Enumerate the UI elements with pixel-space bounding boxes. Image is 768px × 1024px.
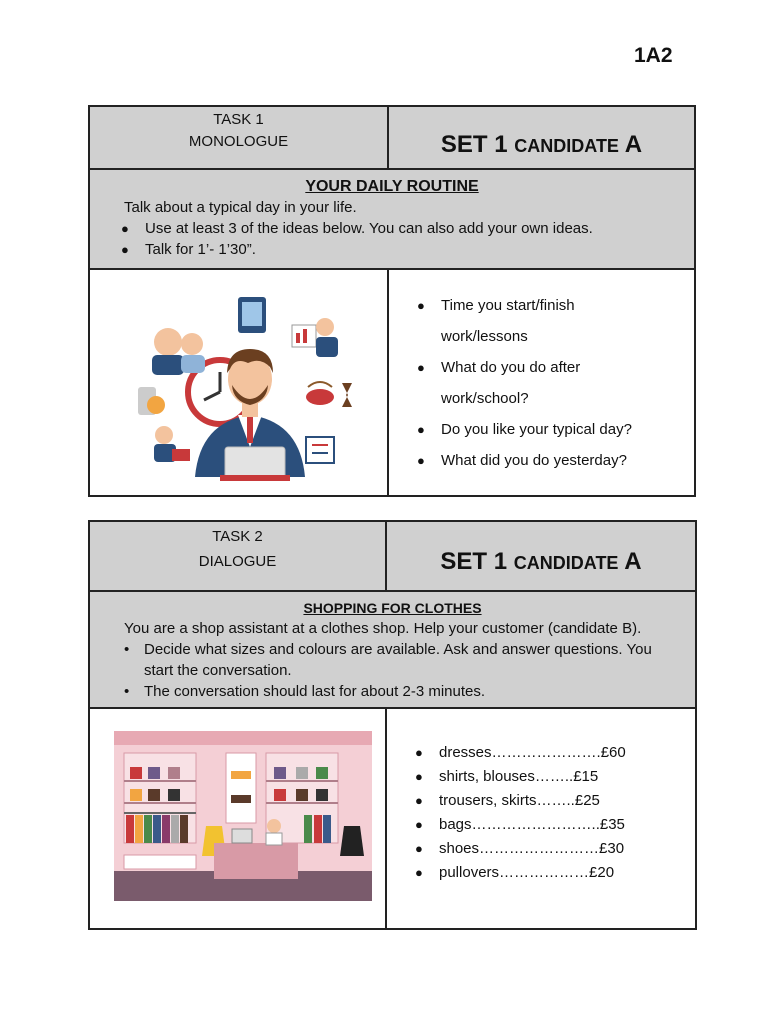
task1-ideas-list (417, 290, 687, 476)
task1-header-right (389, 107, 694, 168)
task1-title: YOUR DAILY ROUTINE (305, 178, 479, 195)
task1-intro: Talk about a typical day in your life. (124, 199, 357, 216)
task1-set: SET 1 (440, 131, 508, 158)
task1-idea: ● What did you do yesterday? (417, 445, 687, 476)
task2-candidate-letter: A (624, 548, 642, 575)
task2-header-left (90, 522, 385, 590)
task1-idea: ● What do you do after work/school? (417, 352, 631, 414)
price-item: ● bags……………………..£35 (415, 813, 685, 837)
task1-instructions-box (90, 170, 694, 268)
task2-instruction: • The conversation should last for about 2-3 minutes. (120, 681, 660, 702)
task1-ideas-box (417, 290, 687, 476)
task1-type: MONOLOGUE (188, 133, 289, 150)
task2-instruction: • Decide what sizes and colours are available. Ask and answer questions. You start the conversation. (120, 639, 660, 681)
task1-label: TASK 1 (213, 111, 264, 128)
page-code: 1A2 (634, 44, 673, 67)
task2-price-box (415, 741, 685, 885)
task1-candidate-letter: A (624, 131, 643, 158)
task2-set: SET 1 (440, 548, 508, 575)
task1-idea: ● Do you like your typical day? (417, 414, 687, 445)
task2-title: SHOPPING FOR CLOTHES (303, 600, 482, 616)
task1-set-candidate (389, 107, 694, 159)
task1-card (88, 105, 696, 497)
task1-instructions-list (121, 218, 694, 260)
task2-instructions-list (120, 639, 660, 702)
price-item: ● trousers, skirts……..£25 (415, 789, 685, 813)
task1-header-left (90, 107, 387, 168)
office-worker-daily-routine-icon (120, 287, 360, 482)
task2-intro: You are a shop assistant at a clothes shop. Help your customer (candidate B). (124, 620, 642, 637)
price-item: ● dresses………………….£60 (415, 741, 685, 765)
task2-candidate-word: CANDIDATE (513, 553, 619, 573)
task2-set-candidate (387, 522, 695, 576)
task2-price-list (415, 741, 685, 885)
price-item: ● shoes……………………£30 (415, 837, 685, 861)
task1-idea: ● Time you start/finish work/lessons (417, 290, 631, 352)
task1-instruction: ● Talk for 1’- 1’30”. (121, 239, 694, 260)
task2-label: TASK 2 (212, 528, 263, 545)
price-item: ● pullovers………………£20 (415, 861, 685, 885)
task1-candidate-word: CANDIDATE (514, 136, 619, 156)
clothes-shop-icon (114, 731, 372, 901)
task2-header-right (387, 522, 695, 590)
task2-card (88, 520, 697, 930)
price-item: ● shirts, blouses……..£15 (415, 765, 685, 789)
task2-type: DIALOGUE (198, 553, 277, 570)
task2-instructions-box (90, 592, 695, 707)
task1-instruction: ● Use at least 3 of the ideas below. You can also add your own ideas. (121, 218, 694, 239)
